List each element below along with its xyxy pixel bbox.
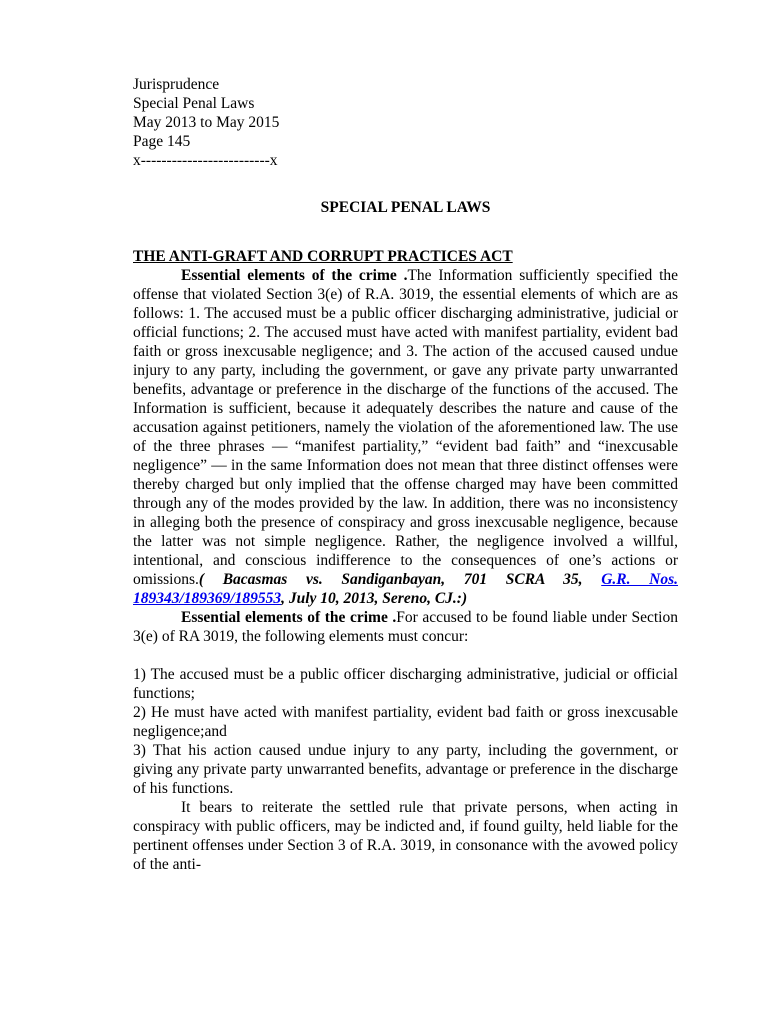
document-header — [133, 75, 678, 170]
paragraph-conspiracy-rule: It bears to reiterate the settled rule that private persons, when acting in conspiracy with public officers, may be indicted and, if found guilty, held liable for the pertinent offenses under Section 3 of R.A. 3019, in consonance with the avowed policy of the anti- — [133, 799, 678, 873]
section-heading — [133, 247, 678, 266]
header-separator: x-------------------------x — [133, 152, 278, 169]
elements-list — [133, 665, 678, 798]
gr-numbers-link[interactable]: G.R. Nos. 189343/189369/189553 — [133, 571, 679, 607]
citation-pre: ( Bacasmas vs. Sandiganbayan, 701 SCRA 35, — [198, 571, 602, 588]
list-item-3: 3) That his action caused undue injury to any party, including the government, or giving any private party unwarranted benefits, advantage or preference in the discharge of his functions. — [133, 742, 678, 797]
header-line-daterange: May 2013 to May 2015 — [133, 114, 280, 131]
citation-post: , July 10, 2013, Sereno, CJ.:) — [281, 590, 468, 607]
list-item-1: 1) The accused must be a public officer discharging administrative, judicial or official functions; — [133, 666, 678, 702]
paragraph1-lead: Essential elements of the crime . — [181, 267, 408, 284]
header-line-page-number: Page 145 — [133, 133, 191, 150]
list-item-2: 2) He must have acted with manifest partiality, evident bad faith or gross inexcusable negligence;and — [133, 704, 678, 740]
paragraph-essential-elements-1 — [133, 266, 678, 608]
header-line-subject: Special Penal Laws — [133, 95, 255, 112]
paragraph-essential-elements-2 — [133, 608, 678, 646]
paragraph2-lead: Essential elements of the crime . — [181, 609, 397, 626]
header-line-jurisprudence: Jurisprudence — [133, 76, 220, 93]
section-heading-text: THE ANTI-GRAFT AND CORRUPT PRACTICES ACT — [133, 248, 513, 265]
paragraph1-body: The Information sufficiently specified the offense that violated Section 3(e) of R.A. 3019, the essential elements of which are as follows: 1. The accused must be a public officer discharging administrative, judicial or official functions; 2. The accused must have acted with manifest partiality, evident bad faith or gross inexcusable negligence; and 3. The action of the accused caused undue injury to any party, including the government, or gave any private party unwarranted benefits, advantage or preference in the discharge of the functions of the accused. The Information is sufficient, because it adequately describes the nature and cause of the accusation against petitioners, namely the violation of the aforementioned law. The use of the three phrases — “manifest partiality,” “evident bad faith” and “inexcusable negligence” — in the same Information does not mean that three distinct offenses were thereby charged but only implied that the offense charged may have been committed through any of the modes provided by the law. In addition, there was no inconsistency in alleging both the presence of conspiracy and gross inexcusable negligence, because the latter was not simple negligence. Rather, the negligence involved a willful, intentional, and conscious indifference to the consequences of one’s actions or omissions. — [133, 267, 679, 588]
page-title: SPECIAL PENAL LAWS — [320, 199, 491, 216]
paragraph2-body: For accused to be found liable under Section 3(e) of RA 3019, the following elements must concur: — [133, 609, 678, 645]
